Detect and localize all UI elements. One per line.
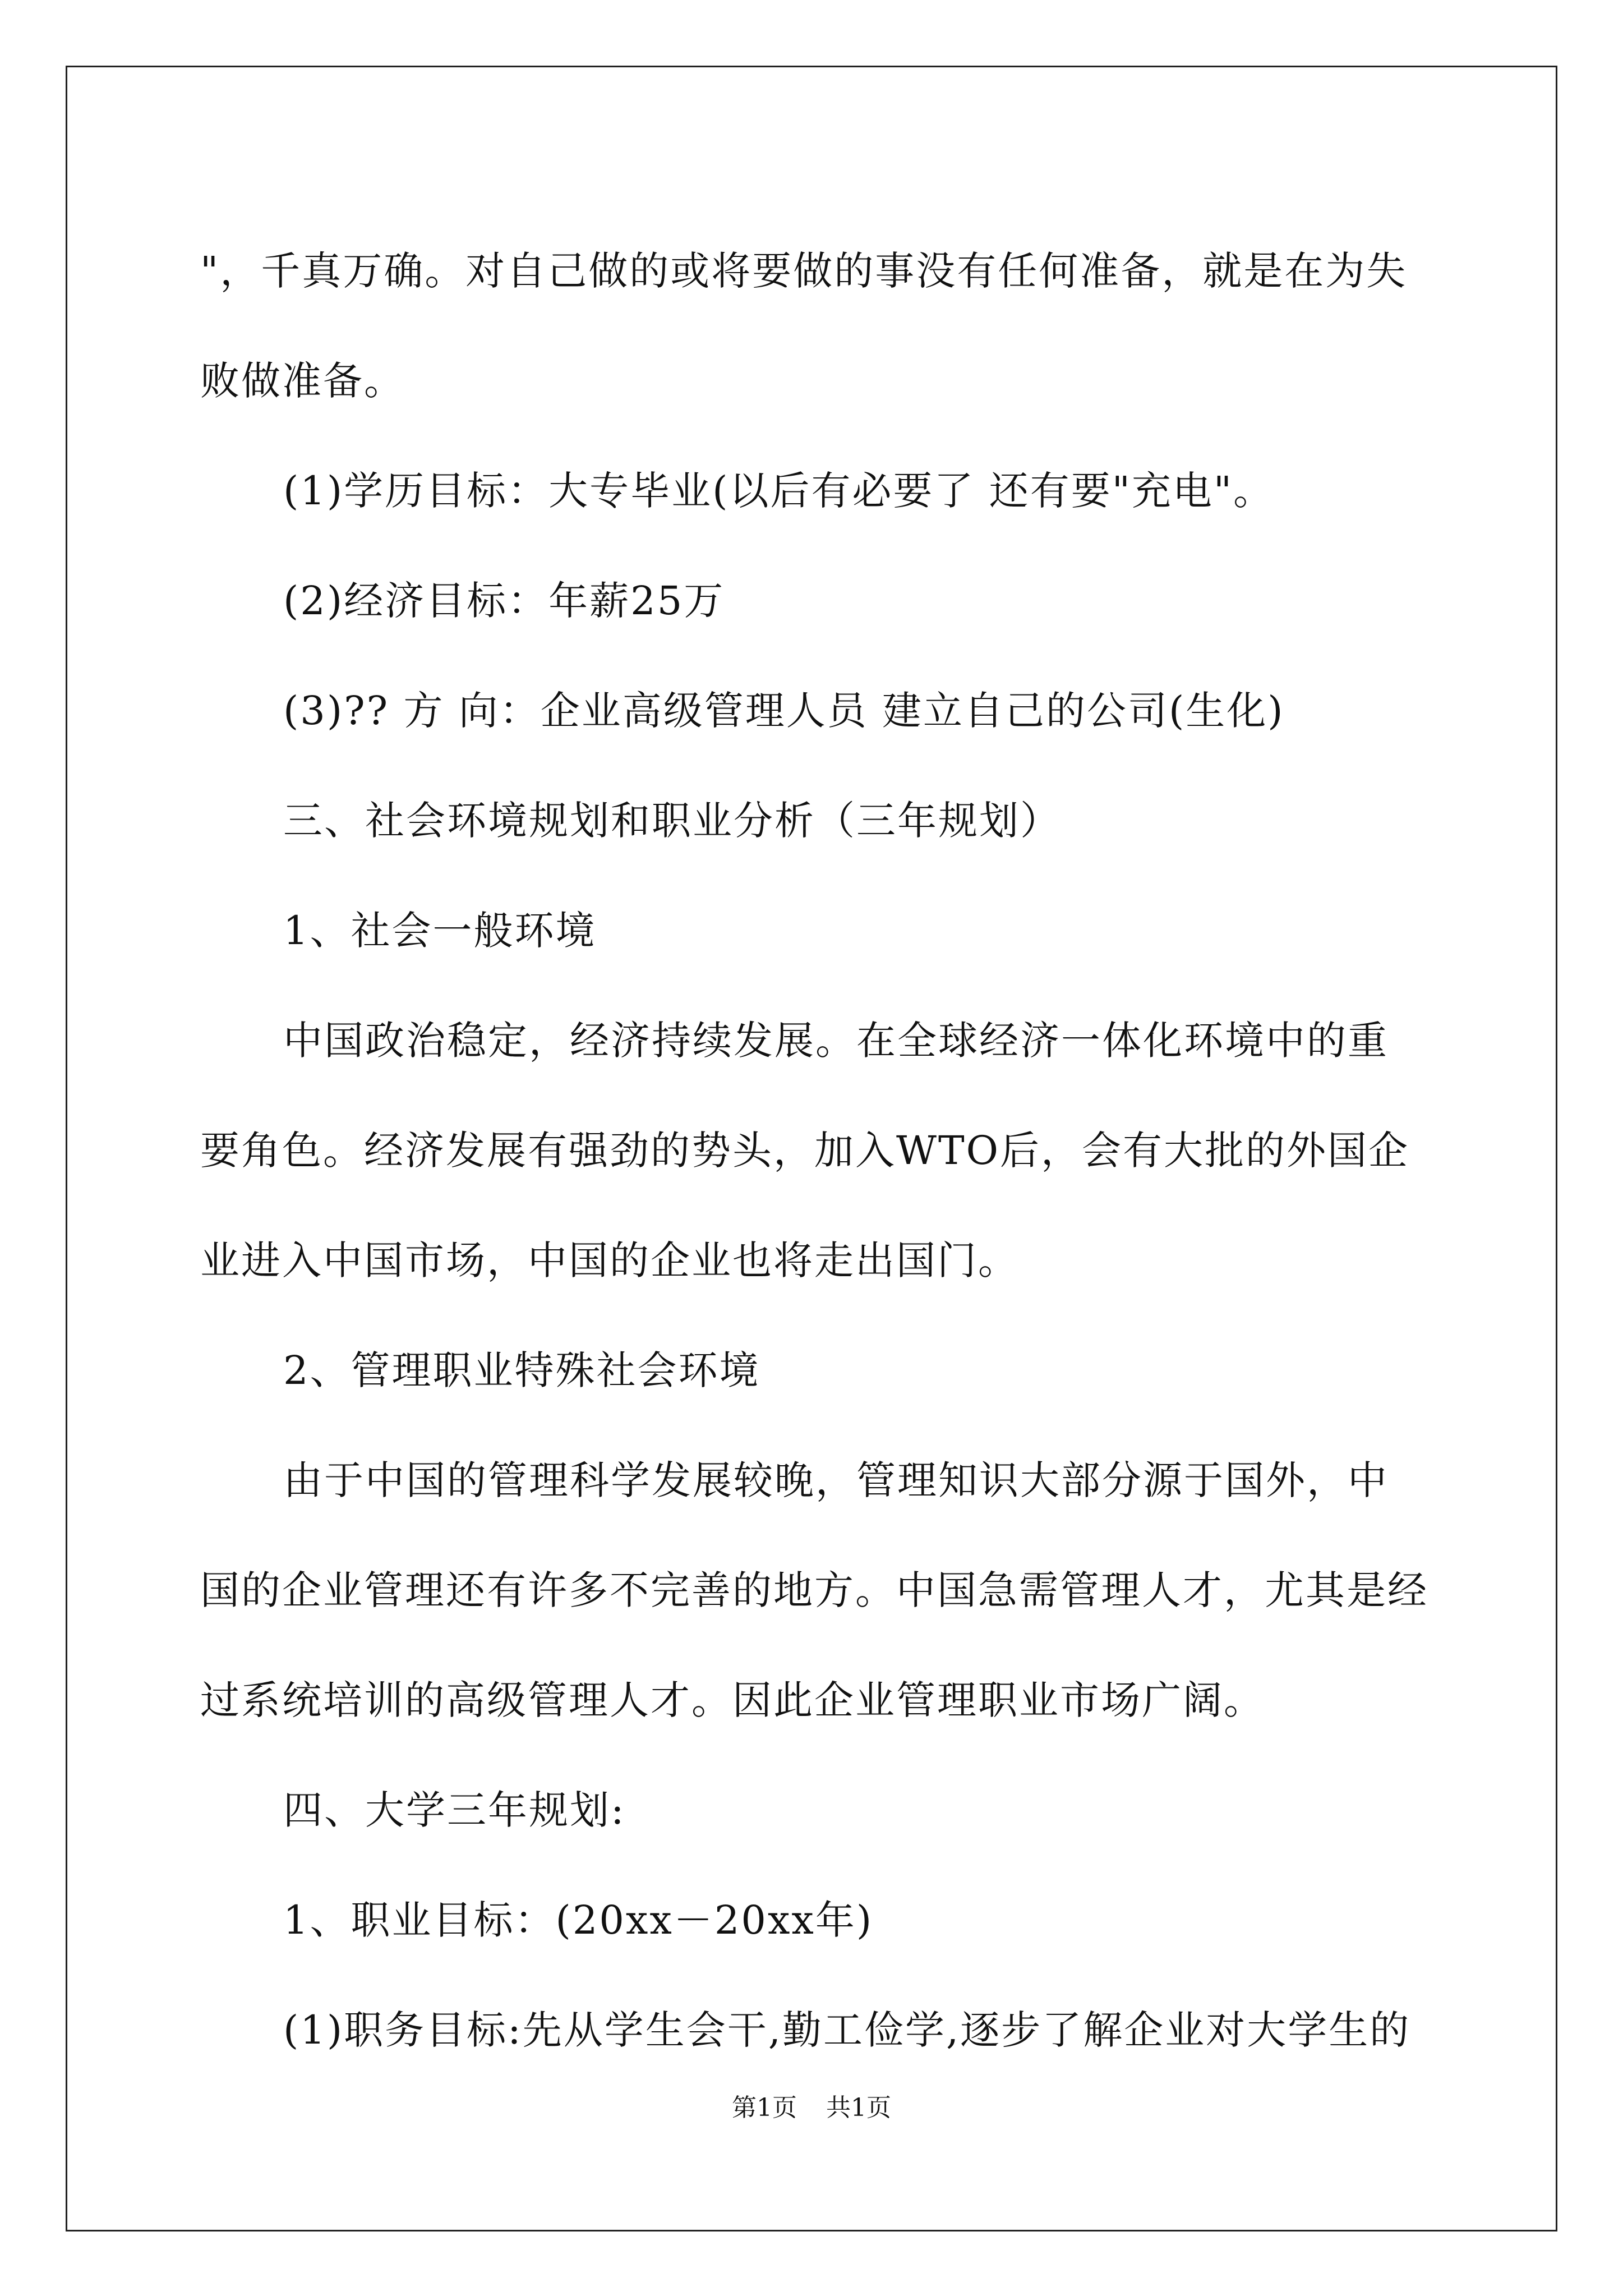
page-total: 共1页 bbox=[826, 2093, 891, 2122]
paragraph-1: "，千真万确。对自己做的或将要做的事没有任何准备，就是在为失败做准备。 bbox=[200, 248, 1408, 404]
paragraph-9: 由于中国的管理科学发展较晚，管理知识大部分源于国外，中国的企业管理还有许多不完善的地方。中国急需管理人才，尤其是经过系统培训的高级管理人才。因此企业管理职业市场广阔。 bbox=[200, 1457, 1428, 1723]
paragraph-7: 中国政治稳定，经济持续发展。在全球经济一体化环境中的重要角色。经济发展有强劲的势头，加入WTO后，会有大批的外国企业进入中国市场，中国的企业也将走出国门。 bbox=[200, 1018, 1410, 1283]
paragraph-12: (1)职务目标:先从学生会干,勤工俭学,逐步了解企业对大学生的 bbox=[283, 2007, 1411, 2053]
subheading-career-goal: 1、职业目标：(20xx－20xx年) bbox=[283, 1897, 874, 1943]
subheading-1: 1、社会一般环境 bbox=[283, 908, 597, 954]
section-heading-4: 四、大学三年规划: bbox=[283, 1787, 626, 1833]
page-footer bbox=[0, 2091, 1623, 2125]
subheading-2: 2、管理职业特殊社会环境 bbox=[283, 1347, 760, 1393]
paragraph-2: (1)学历目标：大专毕业(以后有必要了 还有要"充电"。 bbox=[283, 468, 1275, 514]
paragraph-3: (2)经济目标：年薪25万 bbox=[283, 578, 725, 624]
paragraph-4: (3)?? 方 向：企业高级管理人员 建立自己的公司(生化) bbox=[283, 688, 1285, 734]
section-heading-3: 三、社会环境规划和职业分析（三年规划） bbox=[283, 798, 1061, 844]
document-body bbox=[200, 216, 1428, 2085]
page-number: 第1页 bbox=[732, 2093, 797, 2122]
